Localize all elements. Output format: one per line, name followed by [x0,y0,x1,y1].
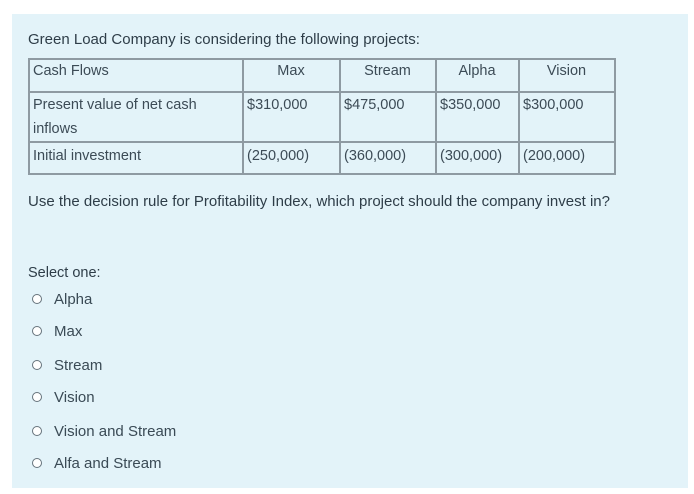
option-label: Stream [54,356,103,374]
cell-alpha-pv: $350,000 [436,92,519,142]
cell-stream-pv: $475,000 [340,92,436,142]
radio-circle-icon[interactable] [32,326,42,336]
header-max: Max [243,59,340,92]
row-label-initial-investment: Initial investment [29,142,243,174]
row-label-pv-inflows: Present value of net cash inflows [29,92,243,142]
header-vision: Vision [519,59,615,92]
option-alfa-and-stream[interactable] [32,452,162,474]
radio-circle-icon[interactable] [32,426,42,436]
select-one-label: Select one: [28,265,101,281]
cell-stream-investment: (360,000) [340,142,436,174]
option-vision-and-stream[interactable] [32,420,176,442]
option-label: Vision and Stream [54,422,177,440]
option-label: Vision [54,388,95,406]
cell-alpha-investment: (300,000) [436,142,519,174]
cell-max-investment: (250,000) [243,142,340,174]
option-vision[interactable] [32,386,95,408]
option-label: Max [54,322,83,340]
option-label: Alpha [54,290,93,308]
cell-vision-investment: (200,000) [519,142,615,174]
option-label: Alfa and Stream [54,454,162,472]
table-header-row [29,59,615,92]
radio-circle-icon[interactable] [32,360,42,370]
question-prompt: Use the decision rule for Profitability Index, which project should the company invest in? [28,193,610,210]
cell-max-pv: $310,000 [243,92,340,142]
radio-circle-icon[interactable] [32,458,42,468]
option-stream[interactable] [32,354,102,376]
question-title: Green Load Company is considering the following projects: [28,31,420,48]
question-card [12,14,688,488]
cell-vision-pv: $300,000 [519,92,615,142]
header-alpha: Alpha [436,59,519,92]
radio-circle-icon[interactable] [32,294,42,304]
radio-circle-icon[interactable] [32,392,42,402]
cash-flow-table [28,58,616,175]
option-alpha[interactable] [32,288,92,310]
table-row [29,92,615,142]
option-max[interactable] [32,320,82,342]
header-cash-flows: Cash Flows [29,59,243,92]
table-row [29,142,615,174]
header-stream: Stream [340,59,436,92]
